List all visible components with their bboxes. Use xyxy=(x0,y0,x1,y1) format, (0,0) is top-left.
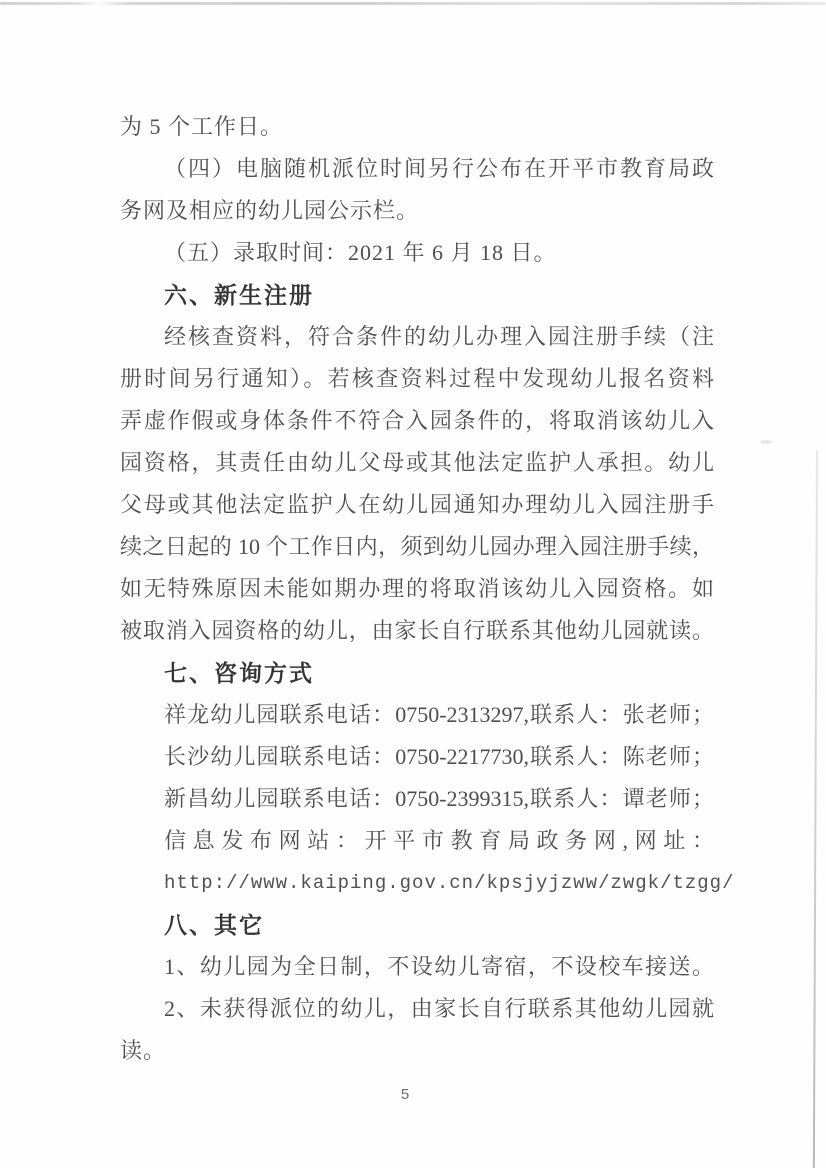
page-number: 5 xyxy=(400,1086,410,1103)
scan-artifact-smudge xyxy=(760,440,772,444)
website-url-text: http://www.kaiping.gov.cn/kpsjyjzww/zwgk/tzgg/ xyxy=(164,872,735,894)
paragraph-line: 弄虚作假或身体条件不符合入园条件的，将取消该幼儿入 xyxy=(120,408,714,433)
paragraph-line: 经核查资料，符合条件的幼儿办理入园注册手续（注 xyxy=(164,324,714,349)
section-heading-new-student-registration: 六、新生注册 xyxy=(164,282,314,308)
section-heading-other: 八、其它 xyxy=(164,912,264,938)
paragraph-line: 父母或其他法定监护人在幼儿园通知办理幼儿入园注册手 xyxy=(120,492,714,517)
paragraph-line: 被取消入园资格的幼儿，由家长自行联系其他幼儿园就读。 xyxy=(120,618,714,643)
contact-line-xinchang-kindergarten: 新昌幼儿园联系电话：0750-2399315,联系人：谭老师； xyxy=(164,786,714,811)
contact-line-changsha-kindergarten: 长沙幼儿园联系电话：0750-2217730,联系人：陈老师； xyxy=(164,744,714,769)
document-body xyxy=(120,106,735,1072)
paragraph-line: 为 5 个工作日。 xyxy=(120,114,284,139)
list-item-1: 1、幼儿园为全日制，不设幼儿寄宿，不设校车接送。 xyxy=(164,954,714,979)
paragraph-line: （四）电脑随机派位时间另行公布在开平市教育局政 xyxy=(164,156,714,181)
section-heading-consultation-methods: 七、咨询方式 xyxy=(164,660,314,686)
info-website-line: 信息发布网站：开平市教育局政务网,网址： xyxy=(164,828,714,853)
paragraph-line: 读。 xyxy=(120,1038,167,1063)
scan-artifact-right-line xyxy=(813,450,818,1168)
paragraph-line: （五）录取时间：2021 年 6 月 18 日。 xyxy=(164,240,557,265)
list-item-2: 2、未获得派位的幼儿，由家长自行联系其他幼儿园就 xyxy=(164,996,714,1021)
paragraph-line: 如无特殊原因未能如期办理的将取消该幼儿入园资格。如 xyxy=(120,576,714,601)
paragraph-line: 册时间另行通知）。若核查资料过程中发现幼儿报名资料 xyxy=(120,366,714,391)
paragraph-line: 务网及相应的幼儿园公示栏。 xyxy=(120,198,420,223)
scan-artifact-top-line xyxy=(0,2,826,5)
paragraph-line: 园资格，其责任由幼儿父母或其他法定监护人承担。幼儿 xyxy=(120,450,714,475)
paragraph-line: 续之日起的 10 个工作日内，须到幼儿园办理入园注册手续， xyxy=(120,534,714,559)
contact-line-xianglong-kindergarten: 祥龙幼儿园联系电话：0750-2313297,联系人：张老师； xyxy=(164,702,714,727)
